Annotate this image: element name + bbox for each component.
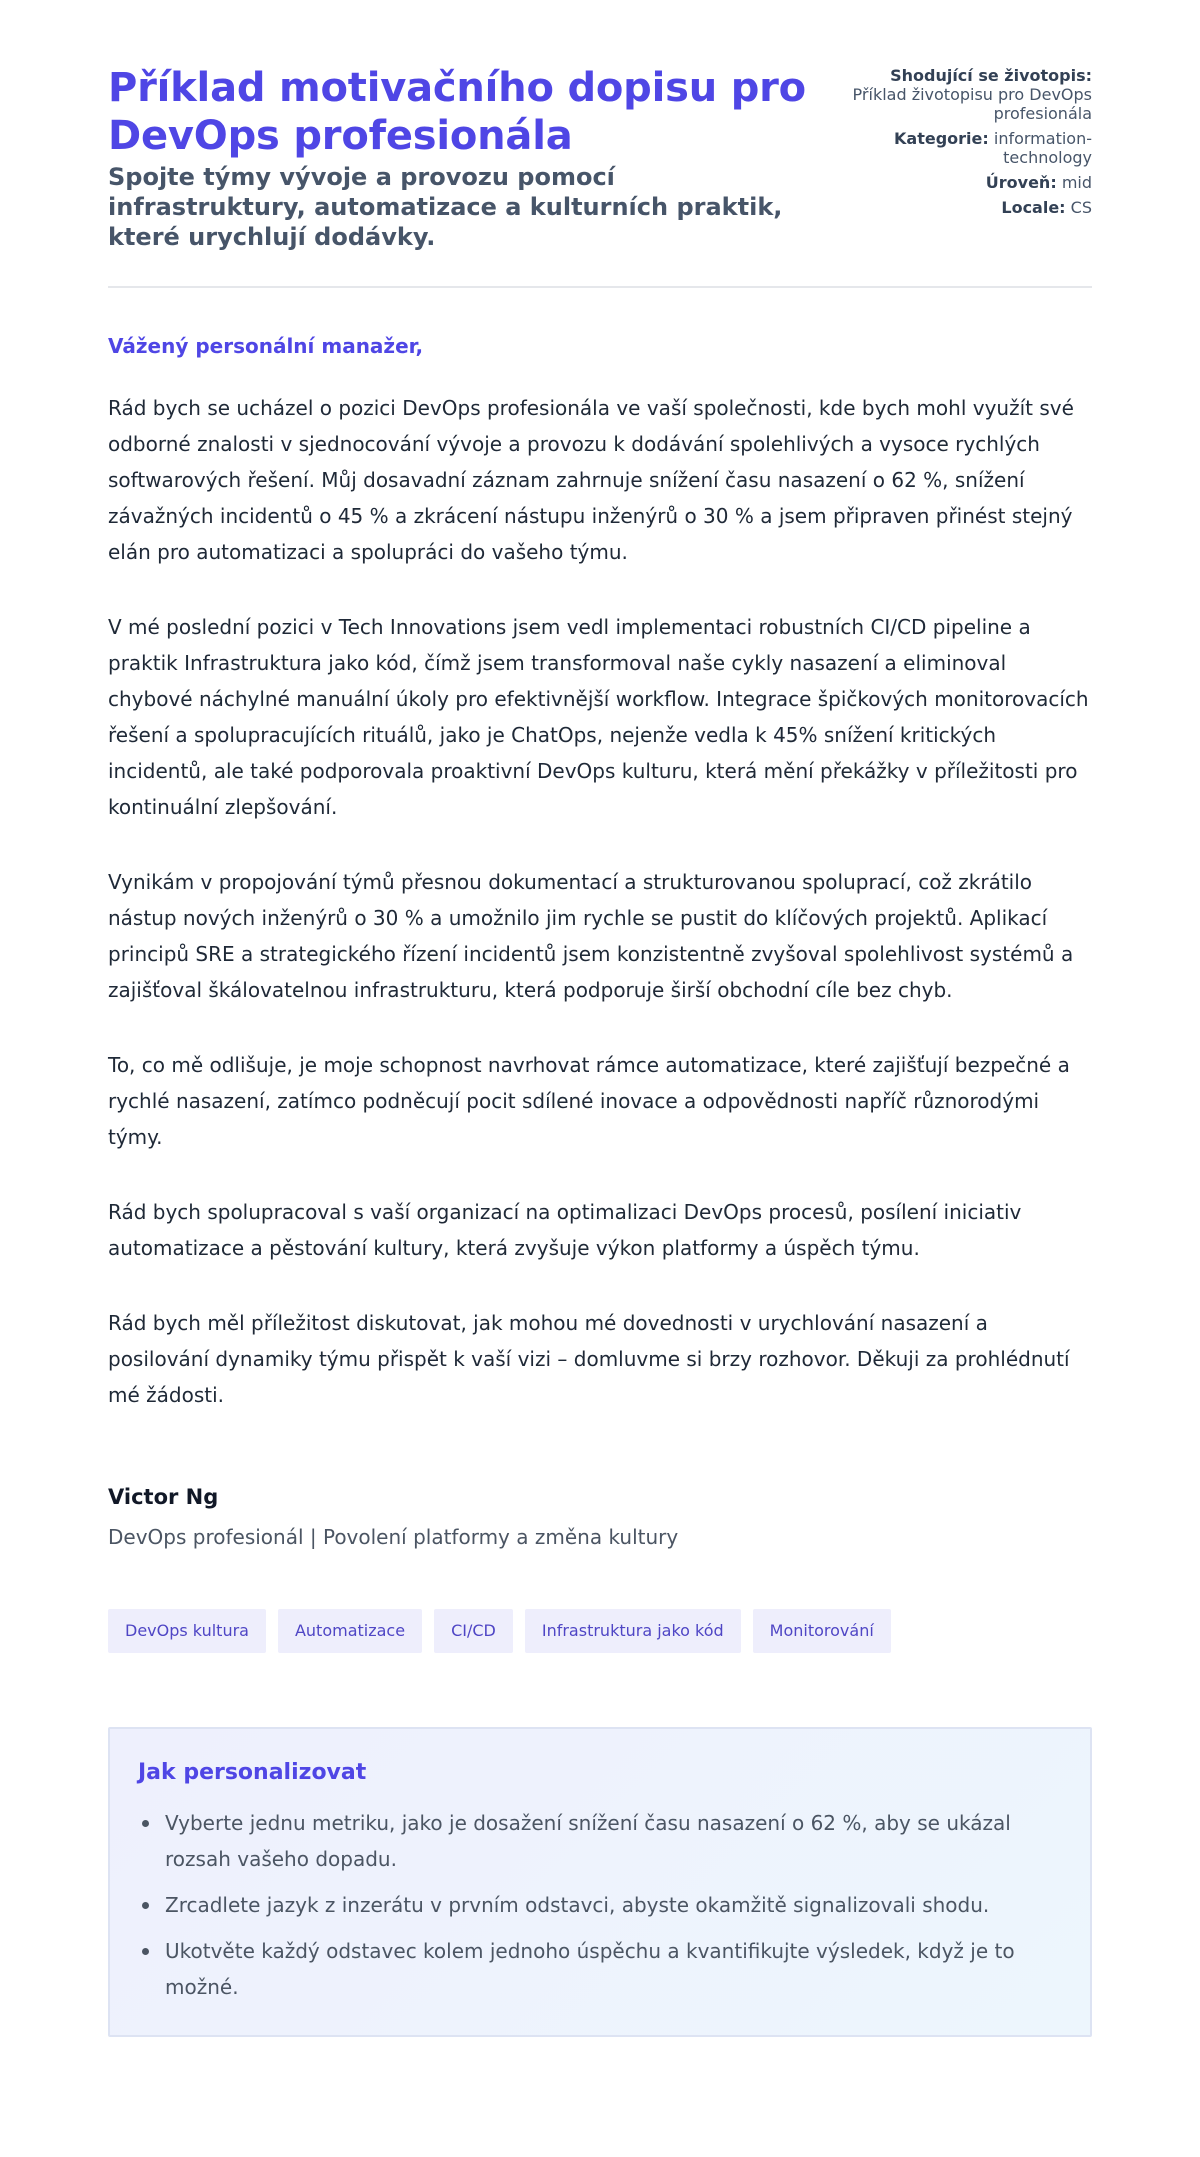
salutation: Vážený personální manažer, [108, 334, 424, 358]
tag-ci-cd: CI/CD [434, 1609, 513, 1653]
meta-locale-value: CS [1070, 198, 1092, 217]
bullet-icon [142, 1948, 149, 1955]
tips-list [138, 1805, 1062, 2005]
tips-item [138, 1933, 1062, 2005]
tips-item-text: Zrcadlete jazyk z inzerátu v prvním odstavci, abyste okamžitě signalizovali shodu. [165, 1893, 990, 1917]
meta-category-label: Kategorie: [894, 129, 989, 148]
page-header [108, 64, 1092, 288]
meta-level-label: Úroveň: [985, 173, 1057, 192]
letter-paragraph-1: Rád bych se ucházel o pozici DevOps profesionála ve vaší společnosti, kde bych mohl využít své odborné znalosti v sjednocování vývoje a provozu k dodávání spolehlivých a vysoce rychlých softwarových řešení. Můj dosavadní záznam zahrnuje snížení času nasazení o 62 %, snížení závažných incidentů o 45 % a zkrácení nástupu inženýrů o 30 % a jsem připraven přinést stejný elán pro automatizaci a spolupráci do vašeho týmu. [108, 396, 1074, 564]
bullet-icon [142, 1902, 149, 1909]
tag-monitoring: Monitorování [753, 1609, 891, 1653]
personalization-tips [108, 1727, 1092, 2037]
tips-item [138, 1887, 1062, 1923]
tips-title: Jak personalizovat [138, 1760, 367, 1785]
signature-title: DevOps profesionál | Povolení platformy a změna kultury [108, 1525, 679, 1549]
letter-paragraph-3: Vynikám v propojování týmů přesnou dokumentací a strukturovanou spoluprací, což zkrátilo nástup nových inženýrů o 30 % a umožnilo jim rychle se pustit do klíčových projektů. Aplikací principů SRE a strategického řízení incidentů jsem konzistentně zvyšoval spolehlivost systémů a zajišťoval škálovatelnou infrastrukturu, která podporuje širší obchodní cíle bez chyb. [108, 870, 1074, 1002]
page-subtitle: Spojte týmy vývoje a provozu pomocí infrastruktury, automatizace a kulturních praktik, které urychlují dodávky. [108, 163, 783, 251]
letter-paragraph-6: Rád bych měl příležitost diskutovat, jak mohou mé dovednosti v urychlování nasazení a posilování dynamiky týmu přispět k vaší vizi – domluvme si brzy rozhovor. Děkuji za prohlédnutí mé žádosti. [108, 1311, 1070, 1407]
meta-matching-resume-label: Shodující se životopis: [890, 66, 1092, 85]
meta-matching-resume [822, 66, 1092, 123]
meta-category-value: information-technology [993, 129, 1092, 167]
meta-locale [822, 198, 1092, 217]
letter-body [108, 332, 1092, 1551]
meta-matching-resume-value: Příklad životopisu pro DevOps profesionála [852, 85, 1092, 123]
tips-item [138, 1805, 1062, 1877]
document-meta [822, 66, 1092, 223]
tag-infrastructure-as-code: Infrastruktura jako kód [525, 1609, 741, 1653]
tag-devops-culture: DevOps kultura [108, 1609, 266, 1653]
letter-paragraph-5: Rád bych spolupracoval s vaší organizací na optimalizaci DevOps procesů, posílení iniciativ automatizace a pěstování kultury, která zvyšuje výkon platformy a úspěch týmu. [108, 1200, 1022, 1260]
tag-automation: Automatizace [278, 1609, 422, 1653]
bullet-icon [142, 1820, 149, 1827]
signature-block [108, 1483, 1092, 1551]
letter-paragraph-4: To, co mě odlišuje, je moje schopnost navrhovat rámce automatizace, které zajišťují bezpečné a rychlé nasazení, zatímco podněcují pocit sdílené inovace a odpovědnosti napříč různorodými týmy. [108, 1053, 1070, 1149]
signature-name: Victor Ng [108, 1485, 219, 1509]
skill-tags [108, 1609, 1092, 1653]
header-titles [108, 64, 808, 252]
tips-item-text: Vyberte jednu metriku, jako je dosažení snížení času nasazení o 62 %, aby se ukázal rozsah vašeho dopadu. [165, 1811, 1011, 1871]
letter-paragraph-2: V mé poslední pozici v Tech Innovations jsem vedl implementaci robustních CI/CD pipeline a praktik Infrastruktura jako kód, čímž jsem transformoval naše cykly nasazení a eliminoval chybové náchylné manuální úkoly pro efektivnější workflow. Integrace špičkových monitorovacích řešení a spolupracujících rituálů, jako je ChatOps, nejenže vedla k 45% snížení kritických incidentů, ale také podporovala proaktivní DevOps kulturu, která mění překážky v příležitosti pro kontinuální zlepšování. [108, 615, 1089, 819]
meta-level [822, 173, 1092, 192]
tips-item-text: Ukotvěte každý odstavec kolem jednoho úspěchu a kvantifikujte výsledek, když je to možné. [165, 1939, 1015, 1999]
page-title: Příklad motivačního dopisu pro DevOps profesionála [108, 65, 806, 159]
meta-level-value: mid [1061, 173, 1092, 192]
meta-category [822, 129, 1092, 167]
meta-locale-label: Locale: [1001, 198, 1066, 217]
